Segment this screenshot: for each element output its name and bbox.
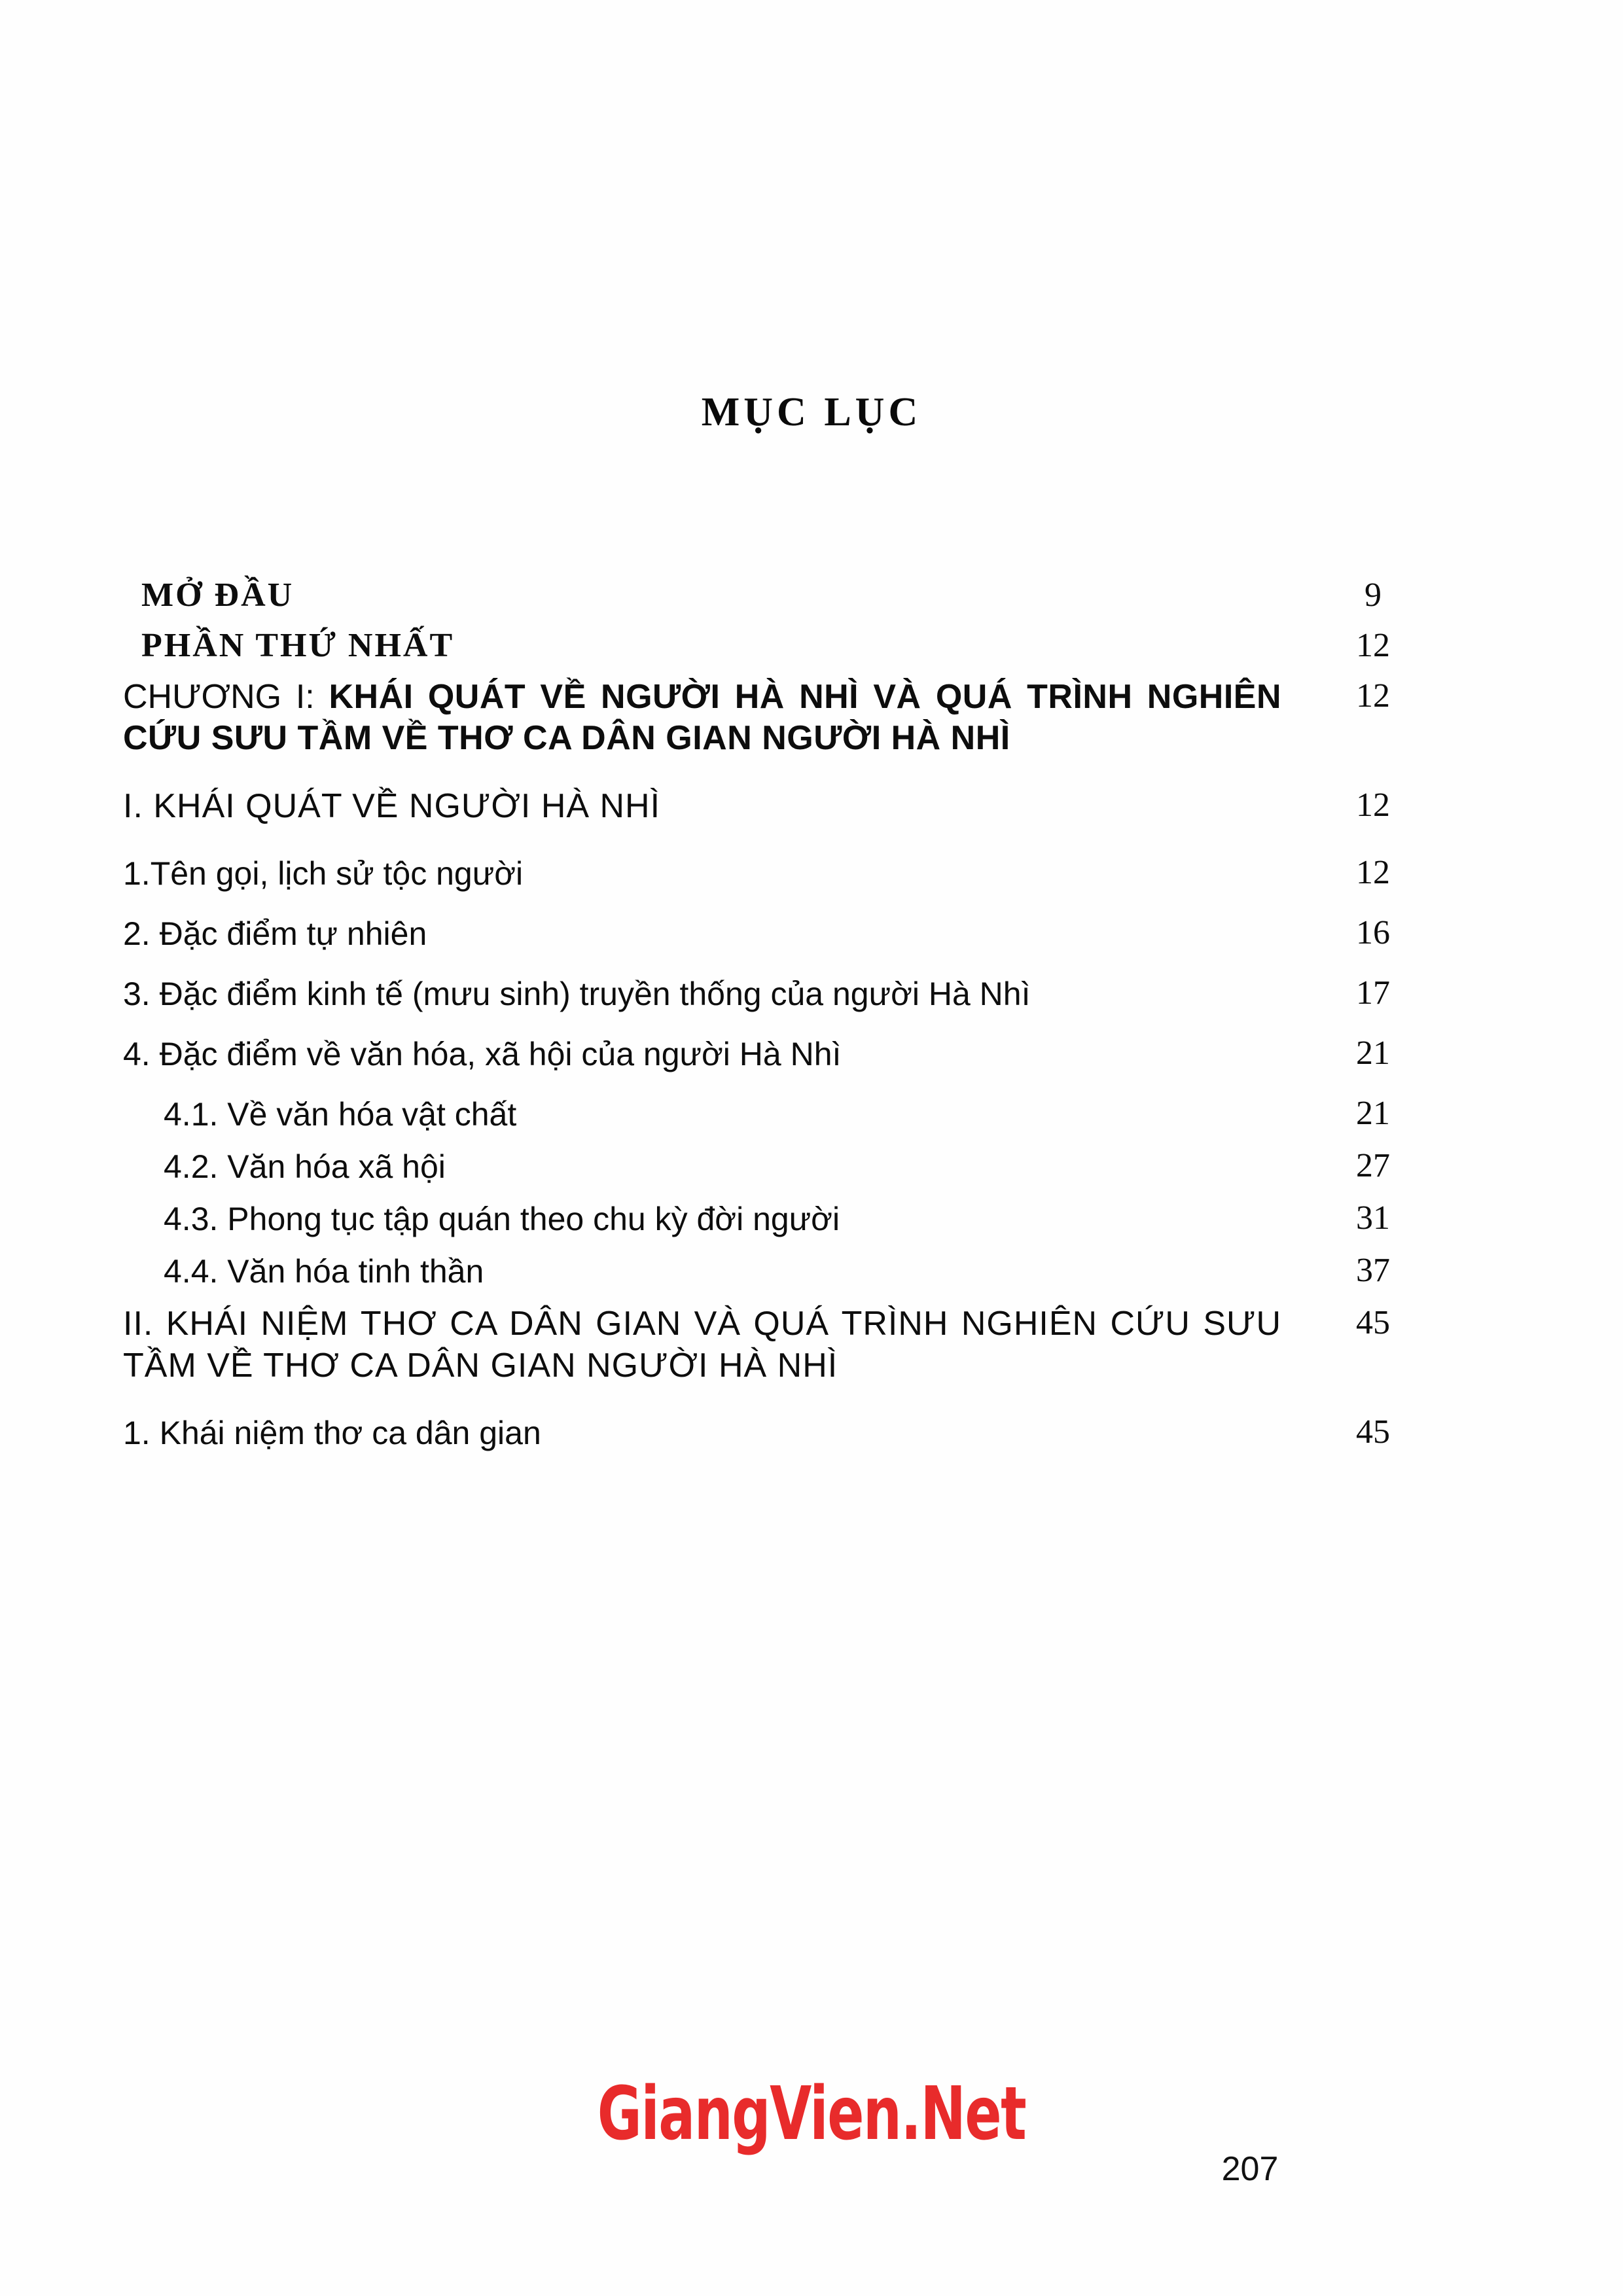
toc-entry-label: 1.Tên gọi, lịch sử tộc người xyxy=(123,855,524,892)
toc-entry-page-number: 9 xyxy=(1364,576,1382,614)
toc-entry[interactable] xyxy=(123,1413,1497,1453)
toc-entry-label: 2. Đặc điểm tự nhiên xyxy=(123,915,427,953)
toc-entry[interactable] xyxy=(123,786,1497,827)
toc-entry[interactable] xyxy=(123,1034,1497,1074)
site-watermark: GiangVien.Net xyxy=(597,2072,1026,2157)
toc-entry-label xyxy=(123,677,1497,760)
toc-entry[interactable] xyxy=(123,974,1497,1014)
table-of-contents xyxy=(123,576,1497,1473)
toc-entry[interactable] xyxy=(123,1094,1497,1135)
toc-entry[interactable] xyxy=(123,1251,1497,1292)
toc-entry-page-number: 45 xyxy=(1356,1413,1390,1451)
toc-entry[interactable] xyxy=(123,913,1497,954)
toc-entry[interactable] xyxy=(123,677,1497,760)
toc-entry-page-number: 37 xyxy=(1356,1252,1390,1290)
toc-entry-label: 3. Đặc điểm kinh tế (mưu sinh) truyền thống của người Hà Nhì xyxy=(123,976,1031,1013)
toc-entry-label: PHẦN THỨ NHẤT xyxy=(141,627,455,664)
toc-entry-prefix: CHƯƠNG I: xyxy=(123,678,329,716)
toc-entry-label: 4. Đặc điểm về văn hóa, xã hội của người Hà Nhì xyxy=(123,1036,842,1073)
toc-entry-page-number: 12 xyxy=(1356,786,1390,824)
toc-entry-page-number: 12 xyxy=(1356,854,1390,892)
toc-entry-label: 4.2. Văn hóa xã hội xyxy=(164,1148,446,1186)
toc-entry-label: 4.1. Về văn hóa vật chất xyxy=(164,1096,517,1133)
toc-entry-page-number: 12 xyxy=(1356,677,1390,715)
toc-entry-page-number: 27 xyxy=(1356,1147,1390,1185)
toc-entry-label: I. KHÁI QUÁT VỀ NGƯỜI HÀ NHÌ xyxy=(123,786,661,825)
toc-entry[interactable] xyxy=(123,576,1497,614)
page-folio-number: 207 xyxy=(1221,2150,1279,2188)
toc-entry-page-number: 31 xyxy=(1356,1199,1390,1237)
page-title: MỤC LỤC xyxy=(701,390,922,434)
toc-entry-page-number: 21 xyxy=(1356,1095,1390,1133)
toc-entry-label: 4.3. Phong tục tập quán theo chu kỳ đời người xyxy=(164,1201,840,1238)
toc-entry-label: 1. Khái niệm thơ ca dân gian xyxy=(123,1415,541,1452)
toc-entry-label: II. KHÁI NIỆM THƠ CA DÂN GIAN VÀ QUÁ TRÌNH NGHIÊN CỨU SƯU TẦM VỀ THƠ CA DÂN GIAN NGƯỜI HÀ NHÌ xyxy=(123,1305,1291,1385)
toc-entry[interactable] xyxy=(123,853,1497,894)
toc-entry-title: KHÁI QUÁT VỀ NGƯỜI HÀ NHÌ VÀ QUÁ TRÌNH NGHIÊN CỨU SƯU TẦM VỀ THƠ CA DÂN GIAN NGƯỜI HÀ NHÌ xyxy=(123,678,1291,758)
toc-entry-label: 4.4. Văn hóa tinh thần xyxy=(164,1253,484,1290)
toc-entry[interactable] xyxy=(123,1199,1497,1239)
toc-entry-page-number: 17 xyxy=(1356,974,1390,1012)
toc-entry-page-number: 12 xyxy=(1356,627,1390,664)
toc-entry-page-number: 21 xyxy=(1356,1034,1390,1072)
toc-entry-page-number: 45 xyxy=(1356,1304,1390,1342)
toc-entry-label: MỞ ĐẦU xyxy=(141,576,294,614)
toc-entry[interactable] xyxy=(123,626,1497,665)
toc-entry[interactable] xyxy=(123,1146,1497,1187)
toc-entry-page-number: 16 xyxy=(1356,914,1390,952)
toc-entry[interactable] xyxy=(123,1303,1497,1386)
